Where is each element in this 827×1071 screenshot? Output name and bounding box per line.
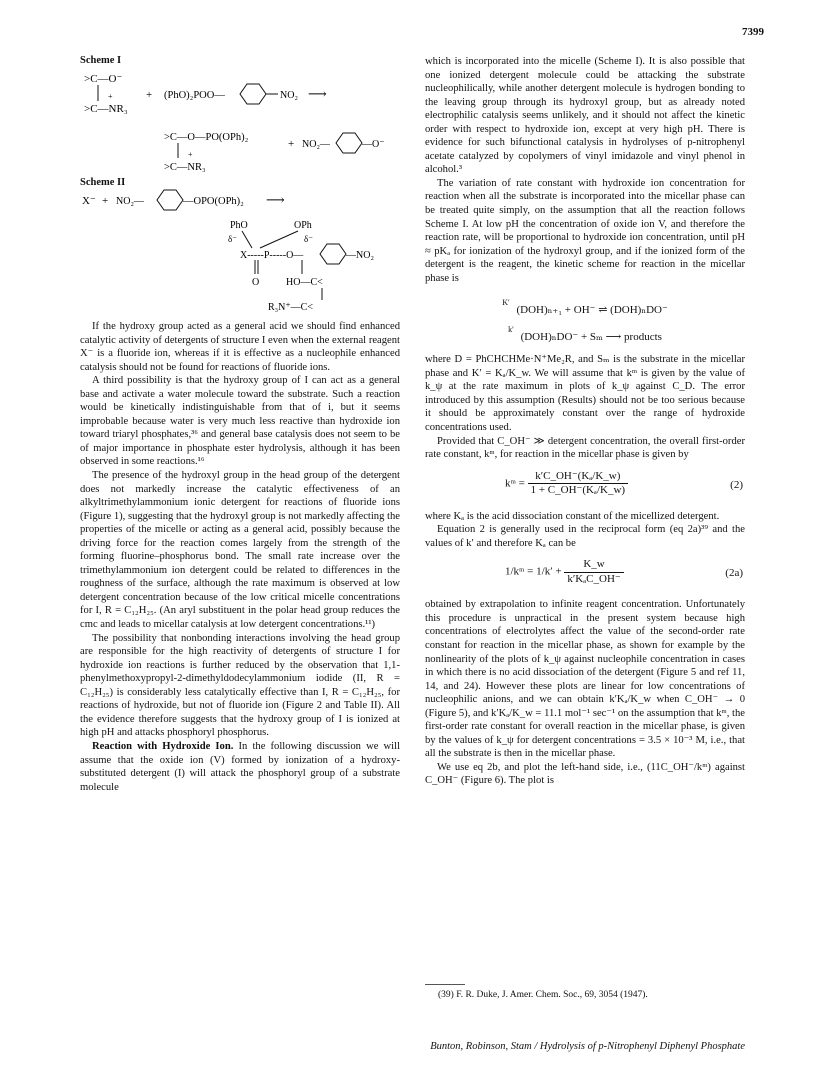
eq2-fraction [528,470,628,498]
right-paragraph-8: We use eq 2b, and plot the left-hand side, i.e., (11C_OH⁻/kᵐ) against C_OH⁻ (Figure 6). The plot is [425,761,745,787]
scheme1-arrow-1: ⟶ [308,86,327,101]
scheme2-delta-1: δ⁻ [228,234,237,244]
equation-2 [425,466,745,506]
scheme1-product-nr3: >C—NR₃ [164,162,206,173]
equation-2a [425,554,745,594]
eq2a-denominator: k′KₐC_OH⁻ [567,572,621,585]
scheme1-c-nr3: >C—NR₃ [84,103,128,115]
scheme1-plus: + [146,89,153,101]
left-paragraph-5-text: In the following discussion we will assume that the oxide ion (V) formed by ionization of a hydroxy-substituted detergent (I) will attack the phosphoryl group of a substrate molecule [80,740,401,793]
scheme1-c-o-minus: >C—O⁻ [84,73,123,85]
right-paragraph-1: which is incorporated into the micelle (Scheme I). It is also possible that one ionized detergent molecule could be attacking the substrate nucleophilically, while another detergent molecule is hydrogen bonding to the leaving group through its hydroxyl group, but as already noted electrophilic catalysis seems unlikely, and it should not affect the kinetic order with respect to hydroxide ion, except at very high pH. There is evidence for such bifunctional catalysis in hydrolyses of p-nitrophenyl acetate catalyzed by copolymers of vinyl imidazole and vinyl phenol in alcohol.³ [425,56,745,176]
eq2a-numerator: K_w [564,558,623,573]
right-paragraph-6: Equation 2 is generally used in the reciprocal form (eq 2a)³⁹ and the values of k′ and therefore Kₐ can be [425,524,745,549]
right-paragraph-2: The variation of rate constant with hydroxide ion concentration for reaction when all the substrate is incorporated into the micellar phase can be treated quite simply, on the assumption that all the reaction follows Scheme I. At low pH the concentration of oxide ion V, and therefore the reaction rate, will be proportional to hydroxide ion concentration, until pH ≈ pKₐ for ionization of the hydroxyl group, and if the ionized form of the detergent is the reagent, the kinetic scheme for reaction in the micellar phase is [425,177,745,284]
section-heading: Reaction with Hydroxide Ion. [92,740,234,752]
left-paragraph-5 [80,740,400,794]
equilibrium-constant-label: K′ [502,298,510,308]
scheme1-plus-2: + [288,138,295,150]
scheme2-x-dashed: X-----P-----O— [240,250,304,261]
equilibrium-text: (DOH)ₙ₊₁ + OH⁻ ⇌ (DOH)ₙDO⁻ [516,304,668,317]
left-paragraph-1: If the hydroxy group acted as a general acid we should find enhanced catalytic activity of detergents of structure I even when the external reagent X⁻ is a fluoride ion, whereas if it is effective as a nucleophile enhanced catalysis should not be found for reactions of fluoride ions. [80,321,400,373]
scheme1-reagent: (PhO)₂POO— [164,90,225,101]
eq2a-fraction [564,558,623,586]
reaction-text: (DOH)ₙDO⁻ + Sₘ ⟶ products [520,331,662,344]
svg-text:+: + [188,150,193,159]
eq2-numerator: k′C_OH⁻(Kₐ/K_w) [528,470,628,485]
scheme2-pho: PhO [230,220,248,231]
scheme2-oph: OPh [294,220,312,231]
footnote-39: (39) F. R. Duke, J. Amer. Chem. Soc., 69, 3054 (1947). [438,990,648,1000]
scheme1-no2-2: NO₂— [302,139,330,150]
reaction-equation [425,320,745,347]
scheme2-ho-c: HO—C< [286,277,323,288]
left-paragraph-2: A third possibility is that the hydroxy group of I can act as a general base and activate a water molecule toward the substrate. Such a reaction would be kinetically indistinguishable from that of i, but it seems improbable because water is very much less reactive than hydroxide ion toward triaryl phosphates,³⁶ and general base catalysis does not seem to be of major importance in phosphate ester hydrolysis, although it has been observed in some reactions.¹⁶ [80,375,400,468]
right-paragraph-4: Provided that C_OH⁻ ≫ detergent concentration, the overall first-order rate constant, kᵐ, for reaction in the micellar phase is given by [425,435,745,461]
scheme2-r3n-c: R₃N⁺—C< [268,302,313,313]
benzene-ring-3 [157,190,183,210]
running-footer: Bunton, Robinson, Stam / Hydrolysis of p-Nitrophenyl Diphenyl Phosphate [430,1041,745,1052]
scheme1-o-minus: —O⁻ [362,139,385,150]
benzene-ring-4 [320,244,346,264]
eq2a-number: (2a) [725,567,743,580]
scheme1-plus-charge: + [108,92,113,101]
scheme-1-diagram [80,68,410,176]
eq2-lhs: kᵐ = [505,476,525,489]
scheme2-opo: —OPO(OPh)₂ [183,196,244,207]
scheme2-arrow: ⟶ [266,192,285,207]
page-number: 7399 [742,26,764,38]
scheme1-no2: NO₂ [280,90,298,101]
scheme-2-diagram [80,188,410,316]
benzene-ring-2 [336,133,362,153]
kinetic-scheme [425,293,745,347]
left-column [80,320,400,794]
benzene-ring-1 [240,84,266,104]
eq2-number: (2) [730,478,743,491]
scheme2-x-minus: X⁻ [82,195,96,207]
eq2a-lhs: 1/kᵐ = 1/k′ + [505,565,562,578]
scheme2-delta-2: δ⁻ [304,234,313,244]
left-paragraph-4: The possibility that nonbonding interactions involving the head group are responsible for the high reactivity of detergents of structure I for hydroxide ion reactions is further reduced by the observation that 1,1-phenylmethoxypropyl-2-dimethyldodecylammonium iodide (II, R = C₁₂H₂₅) is considerably less catalytically effective than I, R = C₁₂H₂₅, for reactions of hydroxide, but not of fluoride ion (Figure 2 and Table II). All the evidence therefore suggests that the hydroxy group of I is ionized at high pH and attacks phosphoryl phosphorus. [80,632,400,739]
right-paragraph-3: where D = PhCHCHMe·N⁺Me₂R, and Sₘ is the substrate in the micellar phase and K′ = Kₐ/K_w. We will assume that kᵐ is given by the value of k_ψ at the rate maximum in plots of k_ψ against C_D. The error introduced by this assumption (Results) should not be too serious because it should be approximately constant over the range of hydroxide concentrations used. [425,354,745,434]
scheme-2-label: Scheme II [80,177,126,188]
right-paragraph-5: where Kₐ is the acid dissociation constant of the micellized detergent. [425,510,720,522]
eq2-denominator: 1 + C_OH⁻(Kₐ/K_w) [530,484,626,497]
right-paragraph-7: obtained by extrapolation to infinite reagent concentration. Unfortunately this procedure is unpractical in the present system because high concentrations of electrolytes affect the value of the second-order rate constant for reaction in the micellar phase, as shown for example by the nonlinearity of the plots of k_ψ against nucleophile concentration in cases in which there is no acid dissociation of the detergent (Figure 5 and ref 11, 14, and 24). However these plots are linear for low concentrations of nucleophilic anions, and we can obtain k′Kₐ/K_w when C_OH⁻ → 0 (Figure 5), and k′Kₐ/K_w = 11.1 mol⁻¹ sec⁻¹ on the assumption that kᵐ, the first-order rate constant for overall reaction in the micellar phase, is given by the values of k_ψ for detergent concentrations = 3.5 × 10⁻³ M, i.e., that all the substrate is then in the micellar phase. [425,599,745,760]
equilibrium-equation [425,293,745,320]
left-paragraph-3: The presence of the hydroxyl group in the head group of the detergent does not markedly increase the catalytic effectiveness of an alkyltrimethylammonium ionic detergent for reactions of fluoride ions (Figure 1), suggesting that the hydroxyl group is not markedly affecting the properties of the micelle or acting as a general acid, possibly because the driving force for the reaction comes largely from the strength of the forming fluorine–phosphorus bond. The small rate increase over the trimethylammonium ion detergent could be related to differences in the roughness of the surface, although the rate maximum is observed at low detergent concentration because of the low critical micelle concentrations for I, R = C₁₂H₂₅. (An aryl substituent in the polar head group reduces the cmc and leads to micellar catalysis at low detergent concentrations.¹¹) [80,470,400,631]
scheme2-plus: + [102,195,109,207]
scheme-1-label: Scheme I [80,55,122,66]
scheme2-no2-suffix: —NO₂ [346,250,374,261]
scheme1-product: >C—O—PO(OPh)₂ [164,132,249,143]
footnote-rule [425,984,465,985]
scheme2-no2: NO₂— [116,196,144,207]
scheme2-o-double: O [252,277,260,288]
right-column [425,55,745,788]
rate-constant-label: k′ [508,325,514,335]
